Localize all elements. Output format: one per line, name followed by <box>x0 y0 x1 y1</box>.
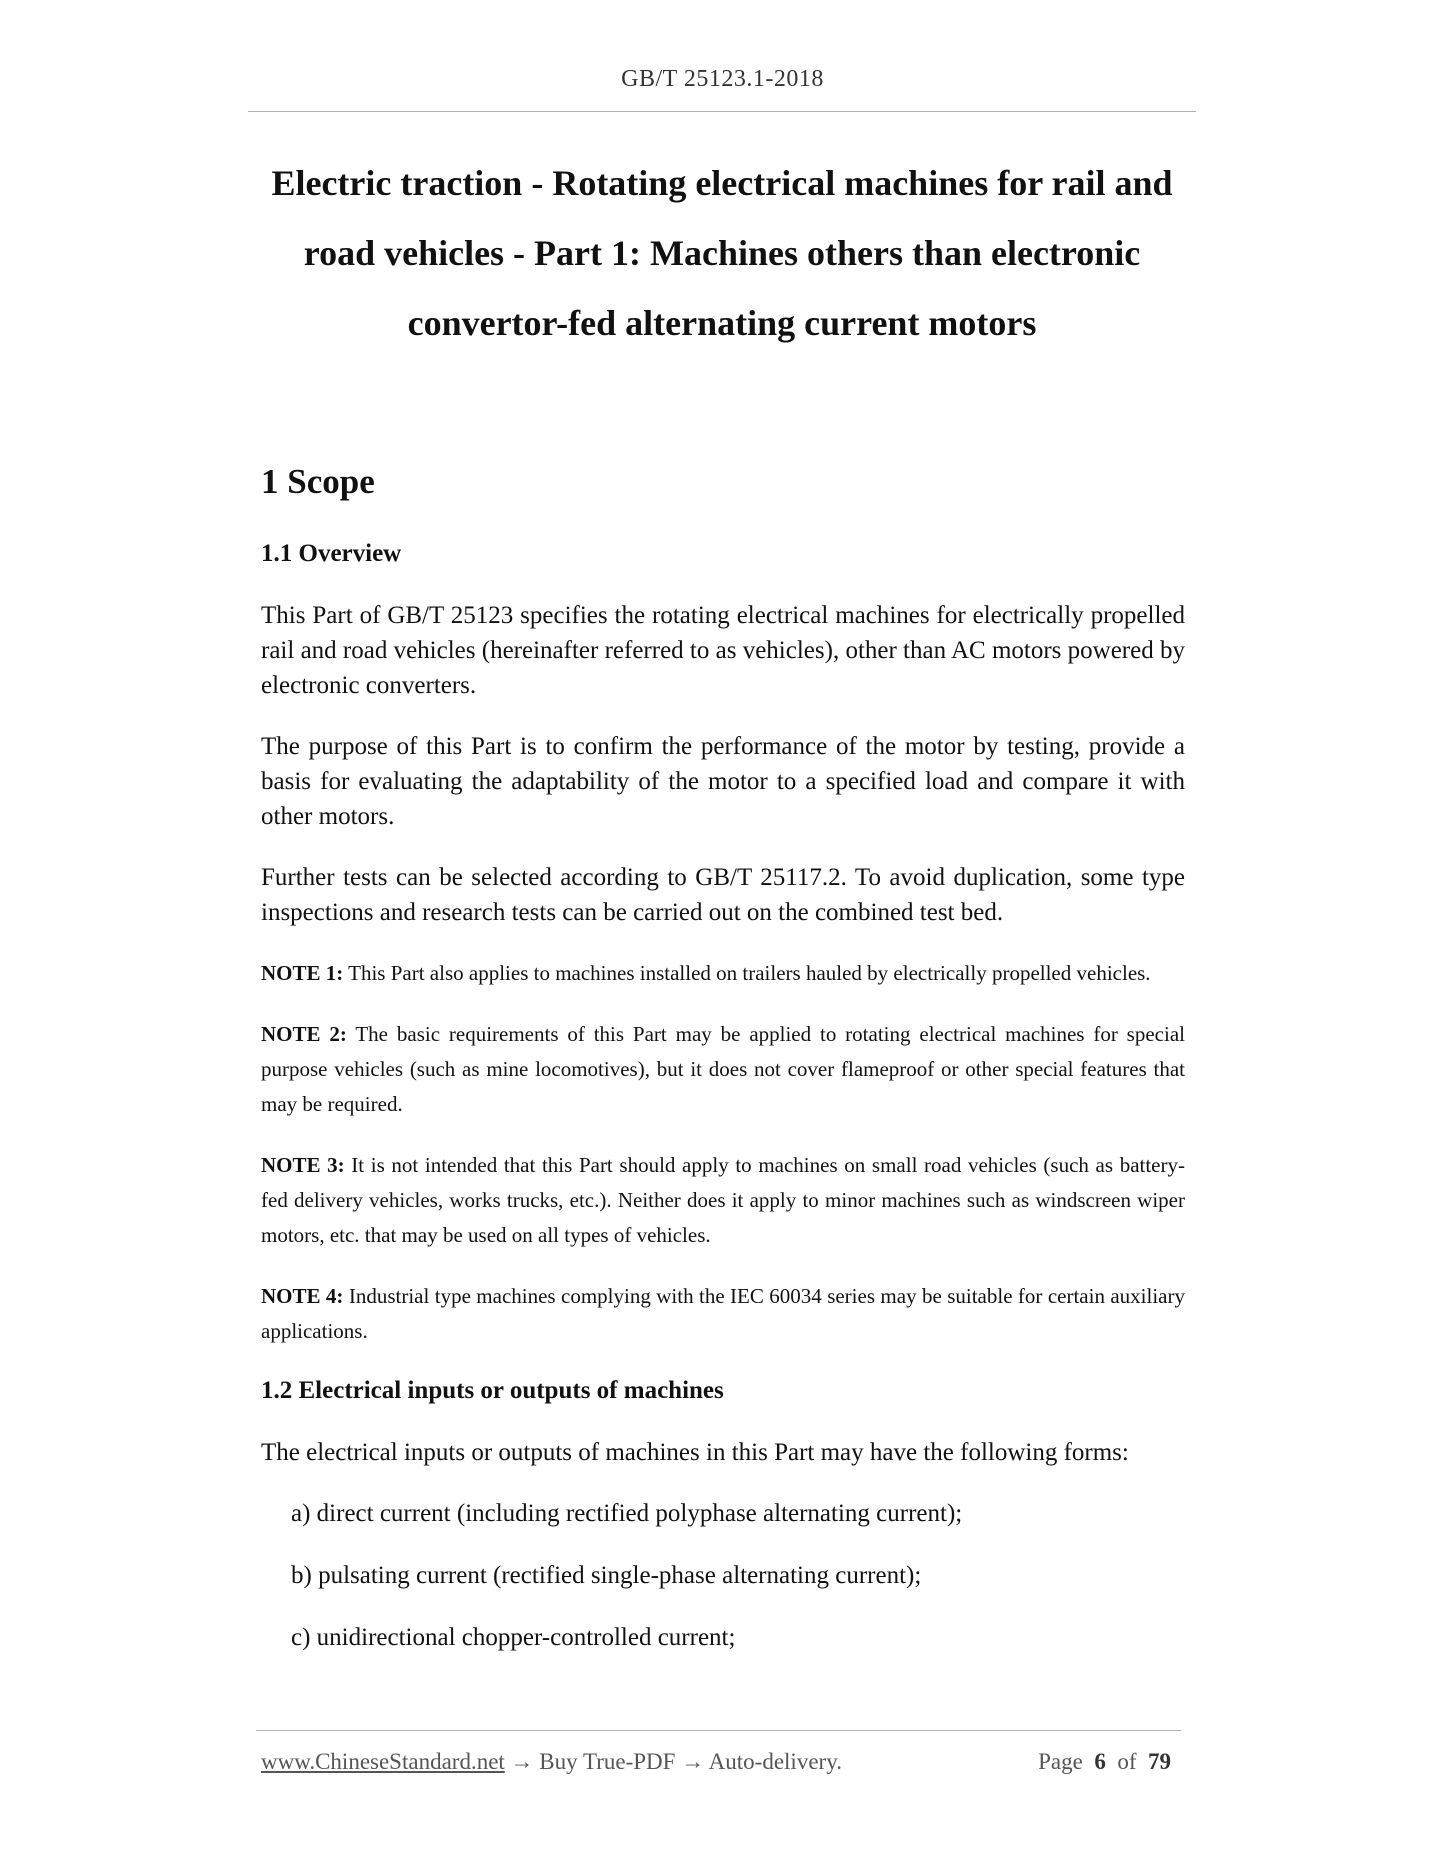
note-label: NOTE 3: <box>261 1153 345 1177</box>
list-item: b) pulsating current (rectified single-phase alternating current); <box>291 1562 922 1589</box>
section-heading-scope: 1 Scope <box>261 462 375 501</box>
note-label: NOTE 2: <box>261 1022 347 1046</box>
main-content <box>261 458 1185 1682</box>
overview-paragraph: This Part of GB/T 25123 specifies the rotating electrical machines for electrically propelled rail and road vehicles (hereinafter referred to as vehicles), other than AC motors powered by electronic converters. <box>261 602 1185 699</box>
buy-pdf-text: Buy True-PDF <box>539 1749 676 1774</box>
note-3 <box>261 1148 1185 1253</box>
overview-paragraph: Further tests can be selected according to GB/T 25117.2. To avoid duplication, some type inspections and research tests can be carried out on the combined test bed. <box>261 864 1185 926</box>
footer-promo <box>261 1749 842 1775</box>
list-item: a) direct current (including rectified polyphase alternating current); <box>291 1500 963 1527</box>
header-divider <box>248 111 1196 112</box>
running-header: GB/T 25123.1-2018 <box>621 66 824 92</box>
page-number <box>1038 1749 1171 1775</box>
title-line-2: road vehicles - Part 1: Machines others than electronic <box>303 233 1141 273</box>
overview-paragraph: The purpose of this Part is to confirm the performance of the motor by testing, provide a basis for evaluating the adaptability of the motor to a specified load and compare it with other motors. <box>261 733 1185 830</box>
note-text: This Part also applies to machines installed on trailers hauled by electrically propelled vehicles. <box>348 961 1151 985</box>
io-intro-paragraph: The electrical inputs or outputs of machines in this Part may have the following forms: <box>261 1439 1129 1466</box>
subsection-heading-overview: 1.1 Overview <box>261 540 402 567</box>
document-title <box>248 148 1196 358</box>
list-item: c) unidirectional chopper-controlled current; <box>291 1624 736 1651</box>
page-total: 79 <box>1148 1749 1171 1774</box>
page-label: Page <box>1038 1749 1083 1774</box>
note-4 <box>261 1279 1185 1349</box>
note-label: NOTE 4: <box>261 1284 344 1308</box>
note-1 <box>261 956 1185 991</box>
note-text: The basic requirements of this Part may be applied to rotating electrical machines for special purpose vehicles (such as mine locomotives), but it does not cover flameproof or other special features that may be required. <box>261 1022 1185 1116</box>
footer-divider <box>256 1730 1181 1731</box>
note-label: NOTE 1: <box>261 961 344 985</box>
site-link[interactable]: www.ChineseStandard.net <box>261 1749 505 1774</box>
note-text: It is not intended that this Part should apply to machines on small road vehicles (such as battery-fed delivery vehicles, works trucks, etc.). Neither does it apply to minor machines such as windscreen wiper motors, etc. that may be used on all types of vehicles. <box>261 1153 1185 1247</box>
arrow-icon: → <box>504 1749 540 1774</box>
title-line-3: convertor-fed alternating current motors <box>407 303 1037 343</box>
subsection-heading-electrical-io: 1.2 Electrical inputs or outputs of machines <box>261 1377 724 1404</box>
auto-delivery-text: Auto-delivery. <box>708 1749 842 1774</box>
note-text: Industrial type machines complying with the IEC 60034 series may be suitable for certain auxiliary applications. <box>261 1284 1185 1343</box>
title-line-1: Electric traction - Rotating electrical machines for rail and <box>271 163 1173 203</box>
of-label: of <box>1117 1749 1137 1774</box>
page-current: 6 <box>1094 1749 1106 1774</box>
note-2 <box>261 1017 1185 1122</box>
arrow-icon: → <box>675 1749 709 1774</box>
